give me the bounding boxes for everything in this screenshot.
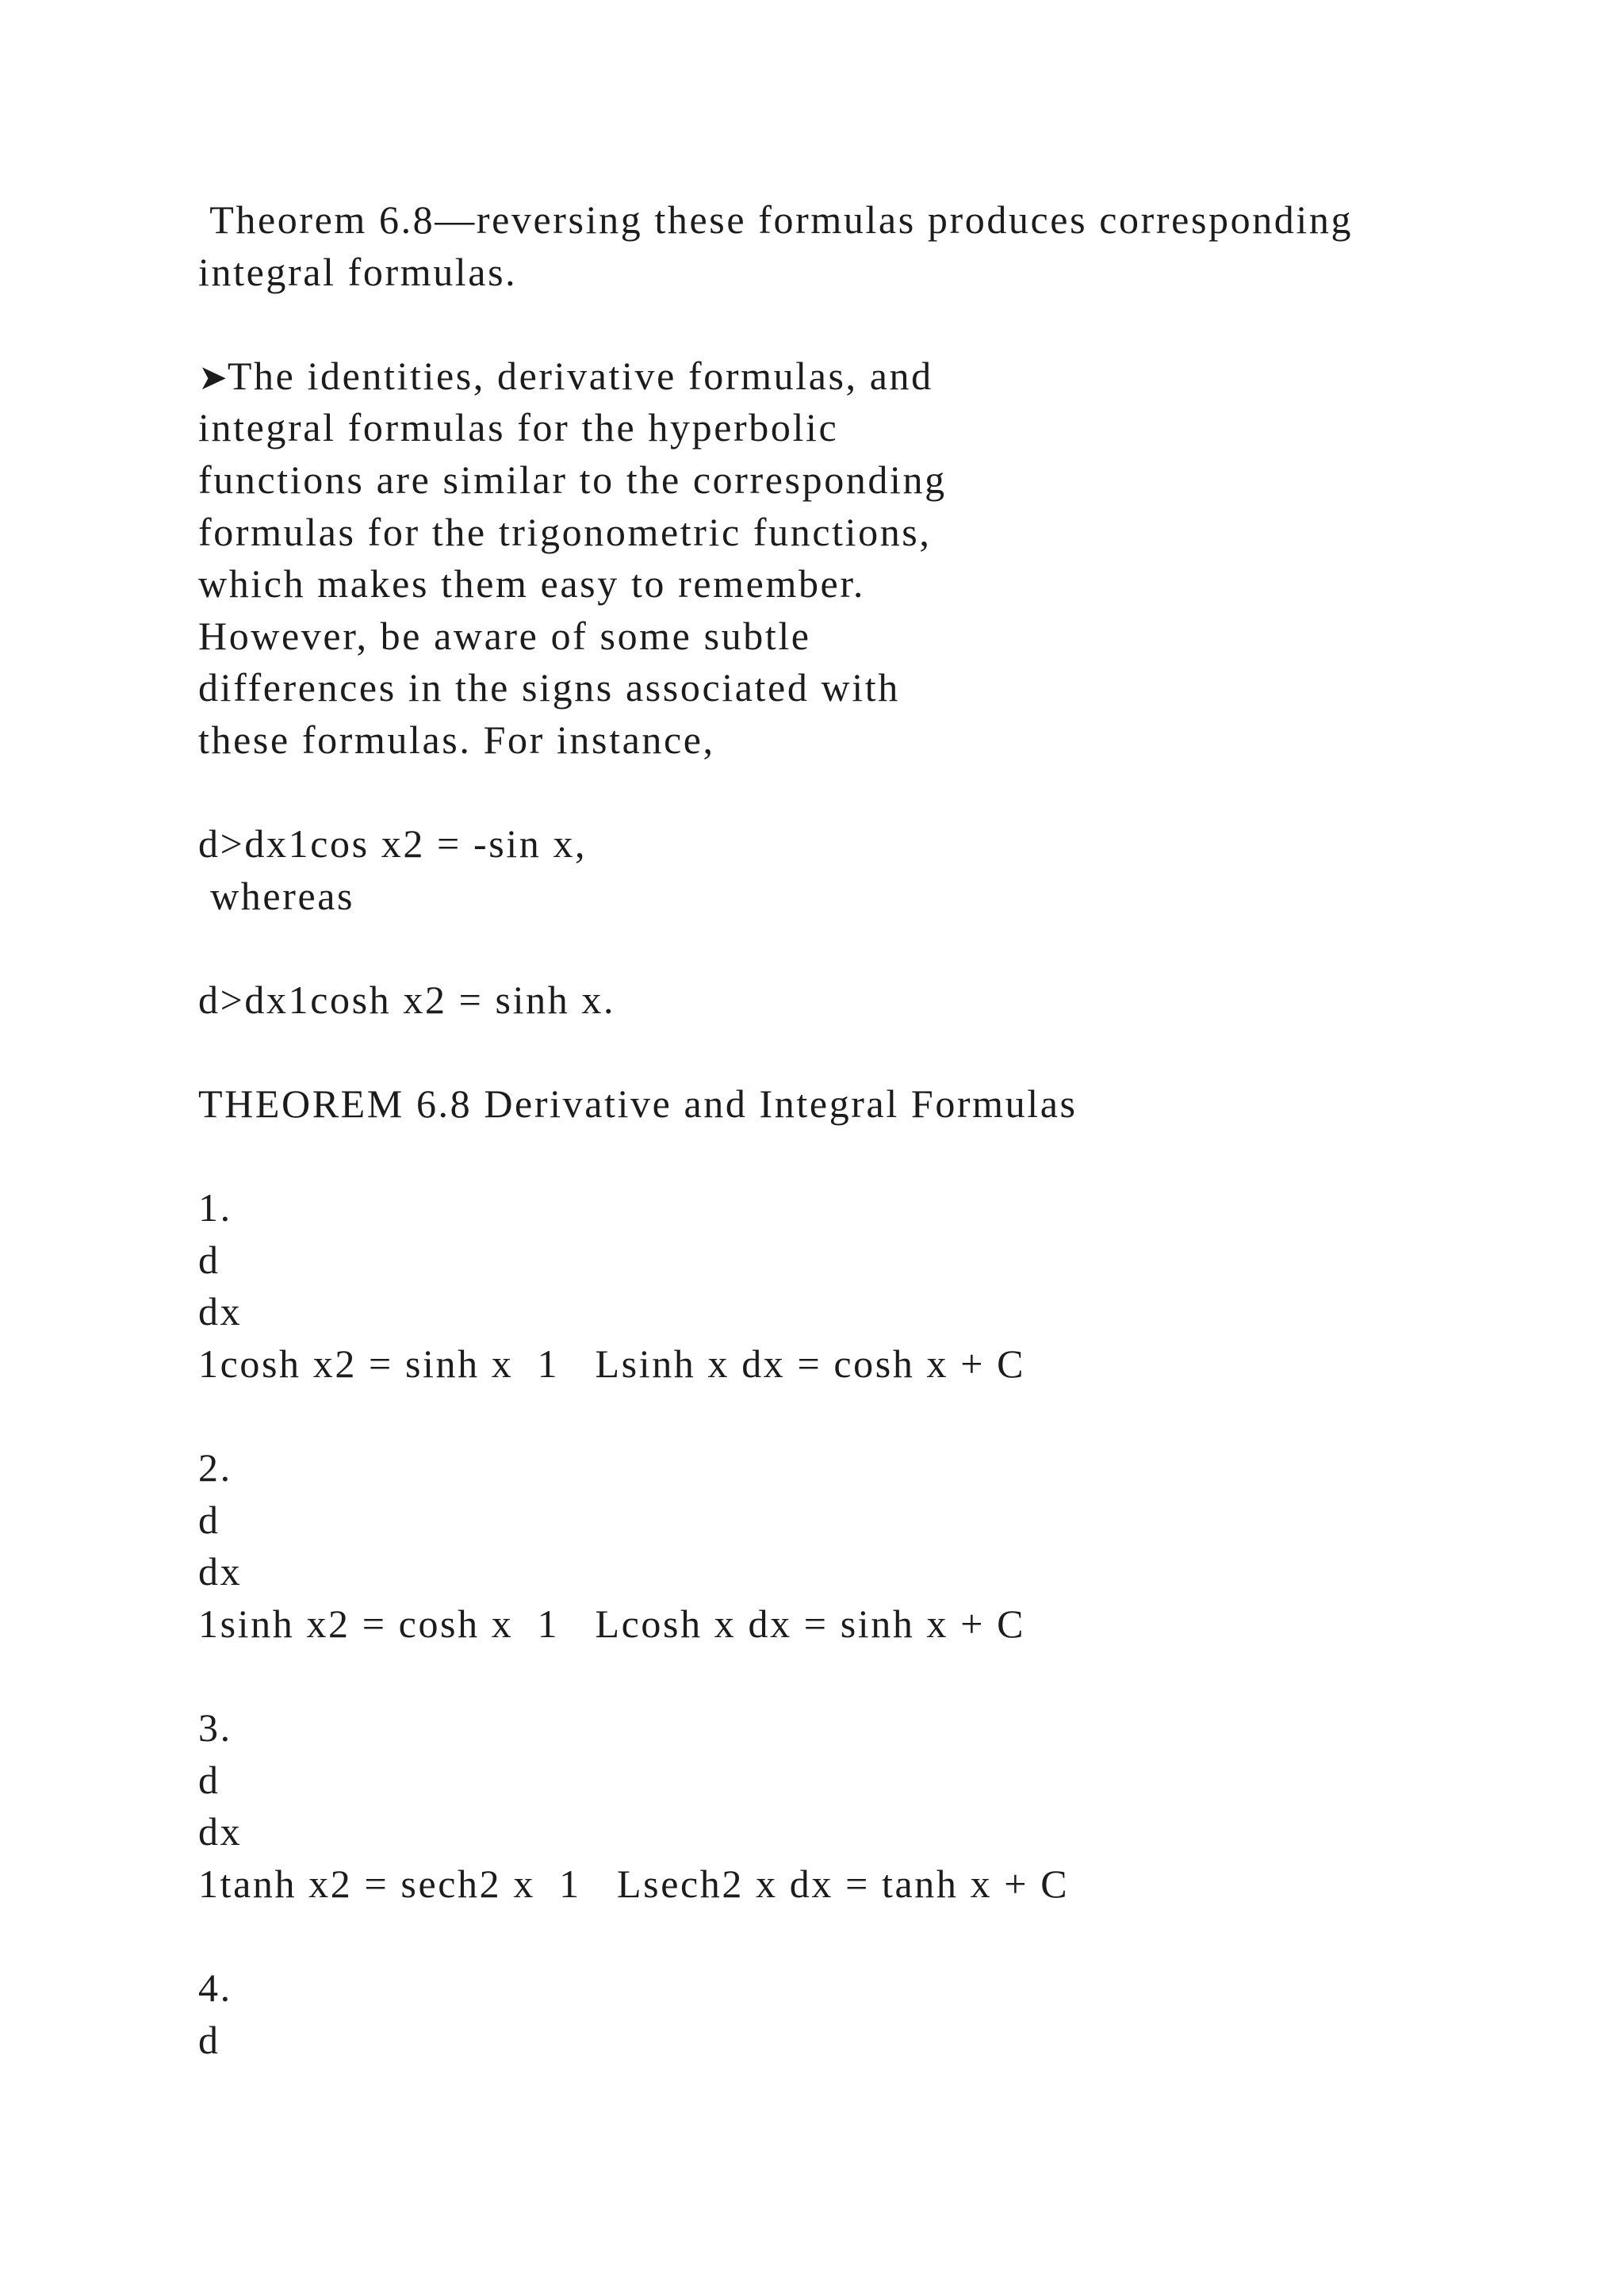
theorem-item-number: 4. xyxy=(198,1965,232,2011)
note-line-2: integral formulas for the hyperbolic xyxy=(198,405,839,450)
theorem-item-number: 3. xyxy=(198,1705,232,1751)
example-cosh-derivative: d>dx1cosh x2 = sinh x. xyxy=(198,977,616,1022)
note-line-6: However, be aware of some subtle xyxy=(198,613,811,658)
theorem-title: THEOREM 6.8 Derivative and Integral Formulas xyxy=(198,1081,1078,1127)
theorem-item-formula: 1tanh x2 = sech2 x 1 Lsech2 x dx = tanh x + C xyxy=(198,1862,1070,1906)
blank-line xyxy=(198,1131,1546,1183)
blank-line xyxy=(198,298,1546,350)
theorem-item-formula: 1cosh x2 = sinh x 1 Lsinh x dx = cosh x + C xyxy=(198,1341,1026,1387)
theorem-item-d: d xyxy=(198,1237,220,1282)
example-cos-derivative: d>dx1cos x2 = -sin x, xyxy=(198,821,588,867)
intro-line-2: integral formulas. xyxy=(198,249,518,294)
blank-line xyxy=(198,1391,1546,1443)
document-page xyxy=(198,194,1546,2066)
note-line-3: functions are similar to the corresponding xyxy=(198,457,947,502)
arrow-bullet-icon: ➤ xyxy=(198,357,228,398)
note-line-1 xyxy=(198,350,1546,403)
blank-line xyxy=(198,767,1546,819)
theorem-item-dx: dx xyxy=(198,1289,243,1334)
blank-line xyxy=(198,922,1546,974)
theorem-item-d: d xyxy=(198,1757,220,1802)
note-text: The identities, derivative formulas, and xyxy=(227,353,933,398)
note-line-5: which makes them easy to remember. xyxy=(198,561,865,607)
blank-line xyxy=(198,1651,1546,1703)
theorem-item-dx: dx xyxy=(198,1549,243,1594)
theorem-item-number: 2. xyxy=(198,1445,232,1490)
example-whereas: whereas xyxy=(198,873,355,918)
theorem-item-d: d xyxy=(198,1497,220,1542)
theorem-item-dx: dx xyxy=(198,1809,243,1854)
note-line-8: these formulas. For instance, xyxy=(198,717,715,762)
theorem-item-formula: 1sinh x2 = cosh x 1 Lcosh x dx = sinh x + C xyxy=(198,1601,1026,1647)
theorem-item-d: d xyxy=(198,2017,220,2062)
note-line-7: differences in the signs associated with xyxy=(198,665,900,710)
blank-line xyxy=(198,1911,1546,1963)
intro-line-1: Theorem 6.8—reversing these formulas produces corresponding xyxy=(198,197,1354,242)
theorem-item-number: 1. xyxy=(198,1185,232,1230)
note-line-4: formulas for the trigonometric functions, xyxy=(198,509,932,554)
blank-line xyxy=(198,1027,1546,1079)
